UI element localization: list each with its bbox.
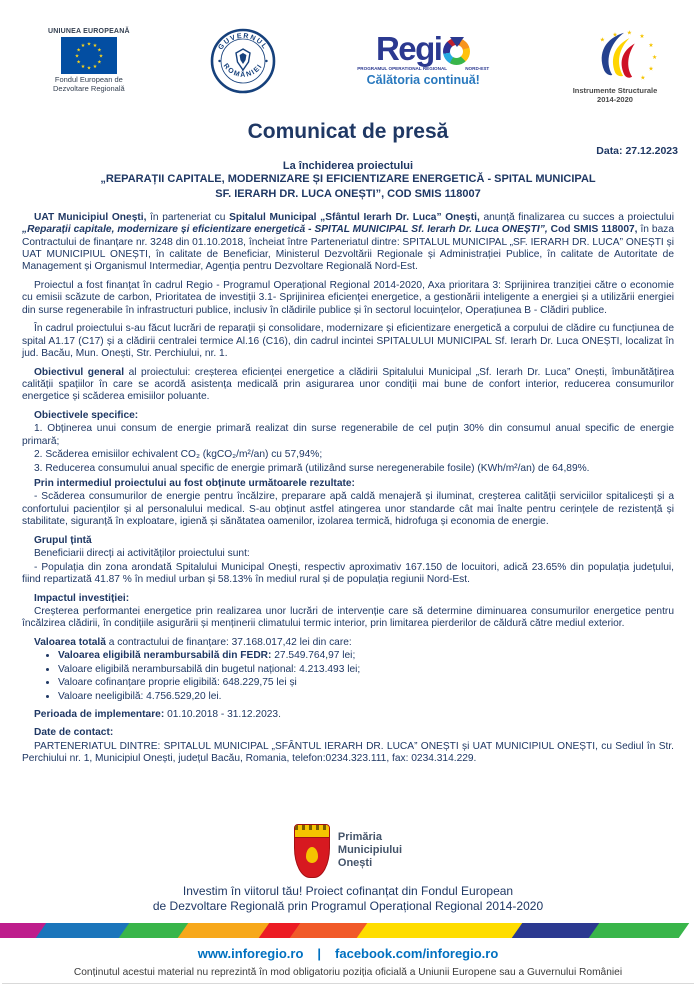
government-seal-bottom-text: ROMÂNIEI (222, 62, 265, 79)
svg-text:★: ★ (639, 34, 645, 41)
heading-contact: Date de contact: (34, 727, 114, 739)
financing-item-fedr: • Valoarea eligibilă nerambursabilă din FEDR: 27.549.764,97 lei; (58, 650, 674, 662)
paragraph-contact: PARTENERIATUL DINTRE: SPITALUL MUNICIPAL „SFÂNTUL IERARH DR. LUCA” ONEȘTI și UAT MUNICIPIUL ONEȘTI, cu Sediul în Str. Perchiului nr. 1, Municipiul Onești, județul Bacău, Romania, telefon:0234.323.111, fax: 0234.314.229. (22, 740, 674, 765)
project-title-line-2: SF. IERARH DR. LUCA ONEȘTI”, COD SMIS 118007 (215, 187, 481, 200)
regio-wordmark-text: Regi (375, 30, 442, 67)
svg-text:★: ★ (86, 41, 92, 48)
regio-logo (357, 32, 489, 87)
objective-item-1: 1. Obținerea unui consum de energie primară realizat din surse regenerabile de cel puțin 30% din consumul anual specific de energie primară; (22, 423, 674, 447)
subtitle-intro: La închiderea proiectului (282, 160, 414, 172)
paragraph-general-objective: Obiectivul general al proiectului: creșterea eficienței energetice a clădirii Spitalului Municipal „Sf. Ierarh Dr. Luca” Onești, îmbunătățirea calității spațiilor în care se acordă asistența medicală prin asigurarea unor condiții mai bune de confort interior, reducerea consumurilor energetice și scăderea emisiilor poluante. (22, 366, 674, 403)
romanian-government-logo (210, 28, 276, 94)
svg-text:★: ★ (651, 54, 658, 61)
project-title-line-1: „REPARAȚII CAPITALE, MODERNIZARE ȘI EFICIENTIZARE ENERGETICĂ - SPITAL MUNICIPAL (100, 173, 596, 185)
rainbow-bar (0, 923, 696, 938)
paragraph-results: - Scăderea consumurilor de energie pentru încălzire, preparare apă caldă menajeră și iluminat, creșterea calității serviciilor spitalicești și a confortului pacienților și al personalului medical. S-au obținut astfel atingerea unor standarde cât mai înalte pentru cerințele de rezistență și stabilitate, siguranță în exploatare, igienă și sănătatea oamenilor, izolarea termică, hidrofuga și economia de energie. (22, 491, 674, 528)
structural-instruments-icon (570, 28, 660, 86)
page-footer (0, 824, 696, 984)
svg-text:★: ★ (86, 65, 92, 72)
financing-item-ineligible: • Valoare neeligibilă: 4.756.529,20 lei. (58, 691, 674, 703)
svg-text:★: ★ (98, 53, 104, 60)
city-hall-name: Primăria Municipiului Onești (337, 831, 403, 870)
svg-text:★: ★ (74, 53, 80, 60)
structural-instruments-caption: Instrumente Structurale 2014-2020 (572, 86, 658, 104)
city-hall-logo (0, 824, 696, 878)
links-line (0, 946, 696, 961)
disclaimer: Conținutul acestui material nu reprezintă în mod obligatoriu poziția oficială a Uniunii Europene sau a Guvernului României (2, 967, 694, 984)
financing-list (22, 650, 674, 703)
regio-program-left: PROGRAMUL OPERATIONAL REGIONAL (357, 66, 448, 71)
svg-text:★: ★ (97, 47, 102, 54)
paragraph-target-group: - Populația din zona arondată Spitalului Municipal Onești, respectiv aproximativ 167.150 de locuitori, adică 23.65% din populația județului, fiind repartizată 41.87 % în mediul urban și 58.13% în mediul rural și de populația regiunii Nord-Est. (22, 561, 674, 586)
svg-text:★: ★ (80, 43, 86, 50)
paragraph-target-intro: Beneficiarii direcți ai activităților proiectului sunt: (34, 548, 250, 560)
svg-text:★: ★ (76, 47, 81, 54)
regio-program-line (357, 66, 489, 71)
city-hall-shield-icon (294, 824, 330, 878)
government-seal-top-text: GUVERNUL (217, 32, 270, 52)
inforegio-link[interactable]: www.inforegio.ro (197, 946, 304, 961)
svg-text:★: ★ (76, 59, 81, 66)
paragraph-period: Perioada de implementare: 01.10.2018 - 31.12.2023. (34, 709, 281, 720)
facebook-link[interactable]: facebook.com/inforegio.ro (335, 946, 499, 961)
heading-impact: Impactul investiției: (34, 592, 130, 604)
regio-program-right: NORD-EST (465, 66, 490, 71)
svg-text:★: ★ (80, 63, 86, 70)
regio-tagline: Călătoria continuă! (366, 73, 480, 87)
objective-item-2: 2. Scăderea emisiilor echivalent CO₂ (kgCO₂/m²/an) cu 57,94%; (34, 449, 323, 461)
svg-text:★: ★ (648, 66, 654, 73)
heading-results: Prin intermediul proiectului au fost obținute următoarele rezultate: (34, 478, 355, 489)
objective-item-3: 3. Reducerea consumului anual specific de energie primară (utilizând surse neregenerabile fosile) (KWh/m²/an) de 64,89%. (34, 462, 590, 474)
regio-wordmark (376, 32, 471, 65)
svg-text:★: ★ (626, 30, 633, 37)
eu-logo (48, 28, 130, 93)
paragraph-intro: UAT Municipiul Onești, în parteneriat cu Spitalul Municipal „Sfântul Ierarh Dr. Luca” Onești, anunță finalizarea cu succes a proiectului „Reparații capitale, modernizare și eficientizare energetică - SPITAL MUNICIPAL Sf. Ierarh Dr. Luca ONEȘTI”, Cod SMIS 118007, în baza Contractului de finanțare nr. 3248 din 01.10.2018, încheiat între Parteneriatul dintre: SPITALUL MUNICIPAL „SF. IERARH DR. LUCA” ONEȘTI și UAT MUNICIPIUL ONEȘTI, în calitate de Beneficiar, Ministerul Dezvoltării Regionale și Administrației Publice, în calitate de Autoritate de Management și Organismul Intermediar, Agenția pentru Dezvoltare Regională Nord-Est. (22, 211, 674, 273)
heading-target-group: Grupul țintă (34, 534, 92, 546)
links-separator: | (317, 946, 322, 961)
svg-text:★: ★ (92, 63, 98, 70)
financing-item-national: • Valoare eligibilă nerambursabilă din bugetul național: 4.213.493 lei; (58, 664, 674, 676)
svg-text:★: ★ (640, 75, 646, 82)
regio-o-ring-icon (443, 38, 470, 65)
eu-logo-title: UNIUNEA EUROPEANĂ (48, 28, 130, 35)
svg-text:★: ★ (92, 43, 98, 50)
paragraph-impact: Creșterea performantei energetice prin realizarea unor lucrări de intervenție care să determine diminuarea consumurilor energetice pentru încălzirea clădirii, în condițiile asigurării și menținerii climatului termic interior, prin limitarea pierderilor de căldură către mediul exterior. (22, 605, 674, 630)
svg-text:★: ★ (599, 37, 606, 44)
svg-text:★: ★ (97, 59, 102, 66)
logo-header (0, 0, 696, 104)
svg-text:★: ★ (648, 43, 654, 50)
cofinancing-statement: Investim în viitorul tău! Proiect cofinanțat din Fondul European de Dezvoltare Regională prin Programul Operațional Regional 2014-2020 (152, 883, 544, 914)
page-title: Comunicat de presă (247, 120, 449, 143)
government-seal-icon (210, 28, 276, 94)
paragraph-financing-program: Proiectul a fost finanțat în cadrul Regio - Programul Operațional Regional 2014-2020, Axa prioritara 3: Sprijinirea tranziției către o economie cu emisii scăzute de carbon, Prioritatea de investiții 3.1- Sprijinirea eficienței energetice, a gestionării inteligente a energiei și a utilizării energiei din surse regenerabile în infrastructuri publice, inclusiv în clădirile publice și în sectorul locuințelor, Operațiunea B - Clădiri publice. (22, 279, 674, 316)
paragraph-works: În cadrul proiectului s-au făcut lucrări de reparații și consolidare, modernizare și eficientizare energetică a corpului de clădire cu funcțiunea de spital A1.17 (C17) și a clădirii centralei termice Al.16 (C16), din cadrul incintei SPITALULUI MUNICIPAL Sf. Ierarh Dr. Luca ONEȘTI, localizat în jud. Bacău, Mun. Onești, Str. Perchiului, nr. 1. (22, 323, 674, 360)
paragraph-total-value: Valoarea totală a contractului de finanțare: 37.168.017,42 lei din care: (34, 636, 352, 648)
body-text (0, 202, 696, 766)
eu-flag-icon (61, 37, 117, 74)
svg-text:★: ★ (612, 32, 618, 39)
heading-specific-objectives: Obiectivele specifice: (34, 409, 139, 421)
financing-item-own: • Valoare cofinanțare proprie eligibilă: 648.229,75 lei și (58, 677, 674, 689)
structural-instruments-logo (570, 28, 660, 104)
date-line: Data: 27.12.2023 (596, 145, 678, 157)
eu-logo-caption: Fondul European de Dezvoltare Regională (52, 75, 125, 93)
